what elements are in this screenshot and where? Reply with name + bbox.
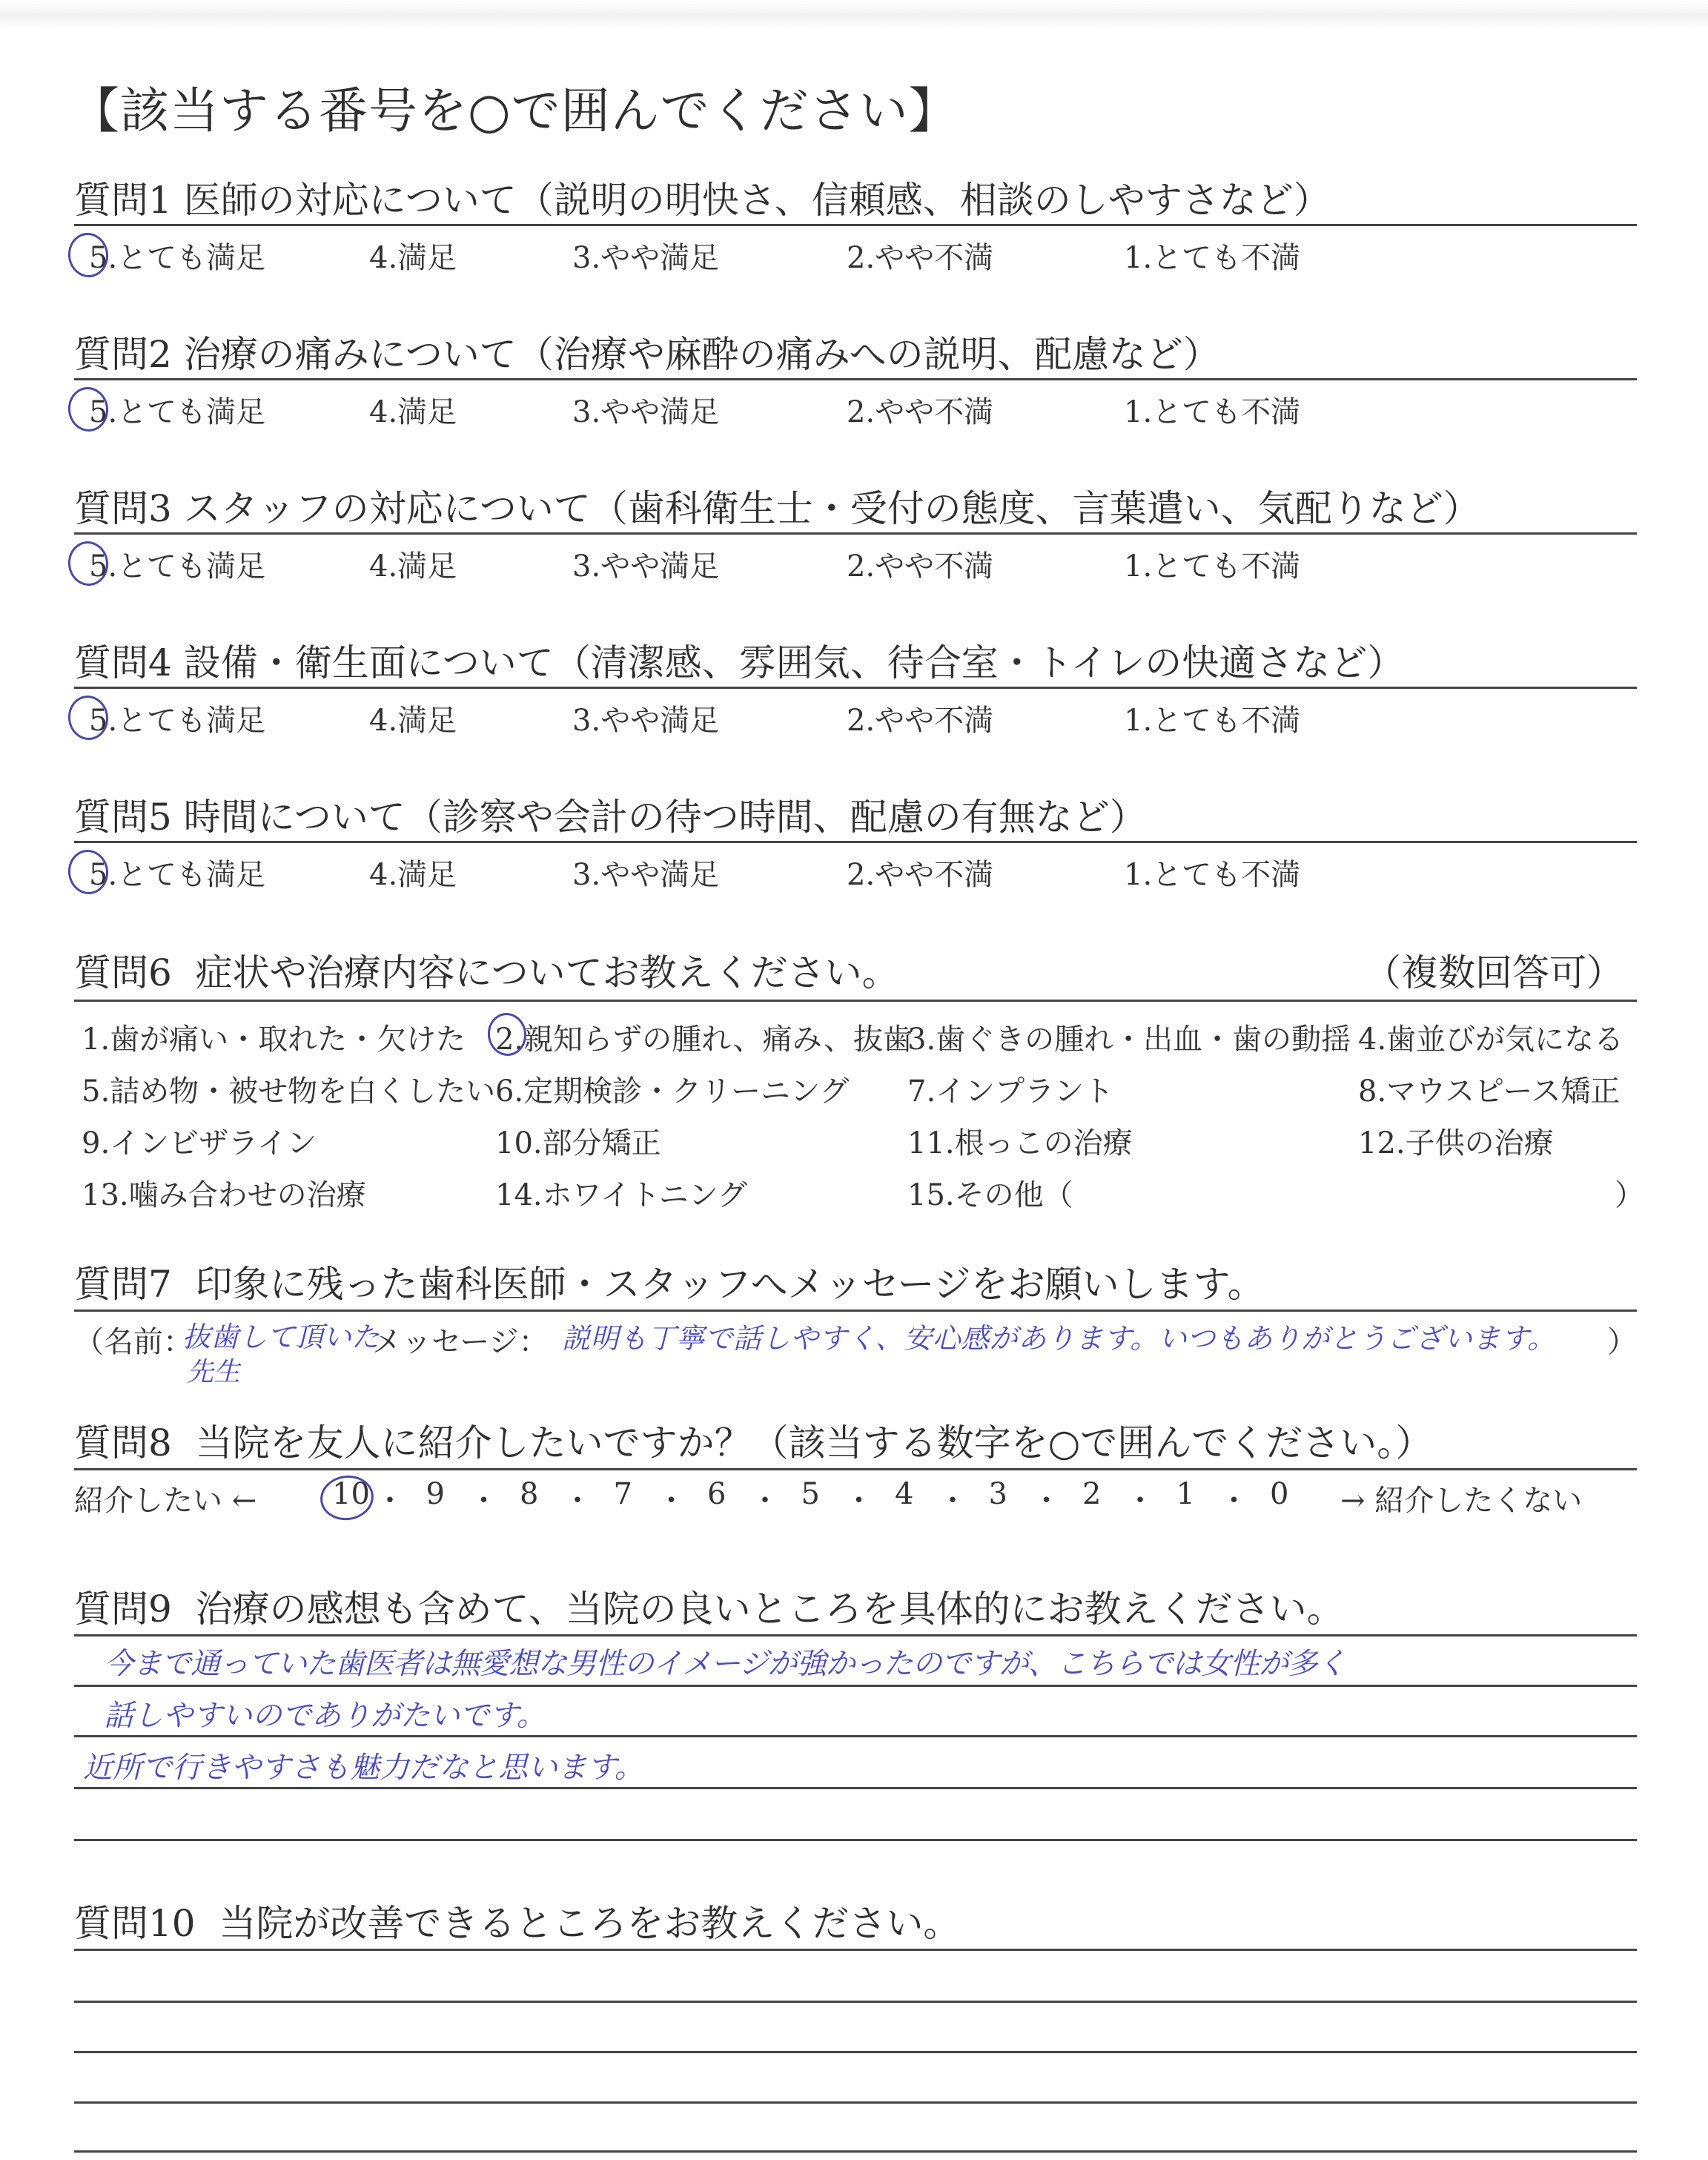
q1-option-4[interactable]: 4.満足 [369, 241, 457, 275]
q8-scale-separator: ・ [375, 1484, 405, 1518]
q3-rule [74, 532, 1637, 535]
q8-scale-2[interactable]: 2 [1082, 1477, 1102, 1511]
q8-scale-separator: ・ [656, 1484, 686, 1518]
q6-number: 質問6 [74, 951, 172, 994]
q7-message-label: メッセージ： [372, 1325, 549, 1359]
q10-rule-4 [74, 2150, 1637, 2153]
q7-rule [74, 1309, 1637, 1312]
q3-option-2[interactable]: 2.やや不満 [847, 549, 994, 584]
q9-text: 治療の感想も含めて、当院の良いところを具体的にお教えください。 [195, 1588, 1344, 1631]
q10-heading [74, 1894, 960, 1947]
q6-option-7[interactable]: 7.インプラント [907, 1074, 1114, 1109]
q4-heading [74, 633, 1404, 687]
q8-scale-8[interactable]: 8 [520, 1477, 539, 1511]
q8-scale-separator: ・ [844, 1484, 874, 1518]
q7-text: 印象に残った歯科医師・スタッフへメッセージをお願いします。 [195, 1263, 1265, 1306]
q6-rule [74, 1000, 1637, 1002]
q7-heading [74, 1255, 1265, 1308]
q6-option-14[interactable]: 14.ホワイトニング [495, 1178, 748, 1212]
q6-option-3[interactable]: 3.歯ぐきの腫れ・出血・歯の動揺 [907, 1023, 1351, 1057]
q2-text: 治療の痛みについて（治療や麻酔の痛みへの説明、配慮など） [183, 333, 1220, 376]
q4-option-5[interactable]: 5.とても満足 [89, 704, 266, 738]
q6-heading [74, 943, 899, 997]
q8-scale-separator: ・ [563, 1484, 592, 1518]
q2-rule [74, 378, 1637, 380]
q7-name-value: 抜歯して頂いた [182, 1321, 380, 1353]
q1-option-5[interactable]: 5.とても満足 [89, 241, 266, 275]
q3-option-5[interactable]: 5.とても満足 [89, 549, 266, 584]
q8-scale-4[interactable]: 4 [895, 1477, 914, 1511]
q2-option-1[interactable]: 1.とても不満 [1124, 395, 1301, 429]
q8-scale-0[interactable]: 0 [1270, 1477, 1289, 1511]
q8-left-label: 紹介したい ← [74, 1484, 257, 1518]
q8-scale-9[interactable]: 9 [426, 1477, 445, 1511]
q6-option-16: ） [1615, 1178, 1644, 1212]
q8-scale-1[interactable]: 1 [1176, 1477, 1195, 1511]
q3-text: スタッフの対応について（歯科衛生士・受付の態度、言葉遣い、気配りなど） [183, 487, 1480, 530]
q8-scale-3[interactable]: 3 [988, 1477, 1007, 1511]
q6-option-5[interactable]: 5.詰め物・被せ物を白くしたい [82, 1074, 496, 1109]
q2-number: 質問2 [74, 333, 172, 376]
q2-option-5[interactable]: 5.とても満足 [89, 395, 266, 429]
q4-rule [74, 687, 1637, 689]
q10-rule-0 [74, 1949, 1637, 1951]
q9-answer-line-2: 話しやすいのでありがたいです。 [104, 1699, 546, 1733]
q9-rule-1 [74, 1685, 1637, 1687]
q7-message-value: 説明も丁寧で話しやすく、安心感があります。いつもありがとうございます。 [562, 1322, 1556, 1355]
q5-option-4[interactable]: 4.満足 [369, 858, 457, 892]
q10-rule-3 [74, 2101, 1637, 2104]
q9-answer-line-3: 近所で行きやすさも魅力だなと思います。 [83, 1751, 644, 1785]
page-title: 【該当する番号を○で囲んでください】 [70, 82, 959, 139]
q7-close-paren: ） [1607, 1325, 1637, 1359]
q3-option-3[interactable]: 3.やや満足 [572, 549, 720, 584]
q4-option-3[interactable]: 3.やや満足 [572, 704, 720, 738]
q9-heading [74, 1579, 1344, 1633]
q1-text: 医師の対応について（説明の明快さ、信頼感、相談のしやすさなど） [183, 179, 1331, 222]
q1-heading [74, 171, 1331, 224]
q8-scale-separator: ・ [1219, 1484, 1249, 1518]
q1-option-3[interactable]: 3.やや満足 [572, 241, 720, 275]
q8-scale-separator: ・ [1125, 1484, 1155, 1518]
q2-heading [74, 325, 1220, 378]
q5-rule [74, 841, 1637, 843]
q2-option-3[interactable]: 3.やや満足 [572, 395, 720, 429]
q2-option-4[interactable]: 4.満足 [369, 395, 457, 429]
q8-text: 当院を友人に紹介したいですか？（該当する数字を○で囲んでください。） [195, 1421, 1433, 1464]
q2-option-2[interactable]: 2.やや不満 [847, 395, 994, 429]
q6-option-4[interactable]: 4.歯並びが気になる [1358, 1023, 1624, 1057]
q4-number: 質問4 [74, 641, 172, 684]
q8-number: 質問8 [74, 1421, 172, 1464]
q3-option-4[interactable]: 4.満足 [369, 549, 457, 584]
q8-scale-separator: ・ [938, 1484, 967, 1518]
q6-option-1[interactable]: 1.歯が痛い・取れた・欠けた [82, 1023, 466, 1057]
q1-option-1[interactable]: 1.とても不満 [1124, 241, 1301, 275]
q1-rule [74, 224, 1637, 226]
q3-heading [74, 479, 1480, 532]
q9-rule-0 [74, 1634, 1637, 1636]
q6-option-8[interactable]: 8.マウスピース矯正 [1358, 1074, 1621, 1109]
q8-scale-6[interactable]: 6 [707, 1477, 726, 1511]
q6-option-12[interactable]: 12.子供の治療 [1358, 1126, 1554, 1160]
q6-option-6[interactable]: 6.定期検診・クリーニング [495, 1074, 850, 1109]
q8-rule [74, 1468, 1637, 1470]
scan-top-shadow [0, 0, 1708, 30]
q6-text: 症状や治療内容についてお教えください。 [195, 951, 899, 994]
q6-option-11[interactable]: 11.根っこの治療 [907, 1126, 1133, 1160]
q5-text: 時間について（診察や会計の待つ時間、配慮の有無など） [183, 796, 1147, 839]
q1-number: 質問1 [74, 179, 172, 222]
q9-answer-line-1: 今まで通っていた歯医者は無愛想な男性のイメージが強かったのですが、こちらでは女性が多く [104, 1647, 1346, 1681]
q7-name-value-2: 先生 [187, 1357, 241, 1387]
q10-rule-1 [74, 2001, 1637, 2003]
q6-note: （複数回答可） [1364, 951, 1623, 994]
q5-option-2[interactable]: 2.やや不満 [847, 858, 994, 892]
q9-rule-4 [74, 1839, 1637, 1841]
q6-option-13[interactable]: 13.噛み合わせの治療 [82, 1178, 366, 1212]
q8-scale-5[interactable]: 5 [801, 1477, 820, 1511]
q8-scale-separator: ・ [469, 1484, 499, 1518]
q9-rule-3 [74, 1787, 1637, 1789]
q5-option-5[interactable]: 5.とても満足 [89, 858, 266, 892]
q7-name-label: （名前： [74, 1325, 193, 1359]
q8-scale-separator: ・ [750, 1484, 780, 1518]
q8-heading [74, 1413, 1432, 1467]
q8-scale-10[interactable]: 10 [332, 1477, 370, 1511]
q10-rule-2 [74, 2051, 1637, 2053]
q1-option-2[interactable]: 2.やや不満 [847, 241, 994, 275]
q10-number: 質問10 [74, 1902, 196, 1945]
q6-option-15[interactable]: 15.その他（ [907, 1178, 1073, 1212]
q3-option-1[interactable]: 1.とても不満 [1124, 549, 1301, 584]
q9-number: 質問9 [74, 1588, 172, 1631]
q6-option-10[interactable]: 10.部分矯正 [495, 1126, 661, 1160]
q4-option-4[interactable]: 4.満足 [369, 704, 457, 738]
q3-number: 質問3 [74, 487, 172, 530]
q6-option-9[interactable]: 9.インビザライン [82, 1126, 317, 1160]
q5-option-1[interactable]: 1.とても不満 [1124, 858, 1301, 892]
q5-option-3[interactable]: 3.やや満足 [572, 858, 720, 892]
q10-text: 当院が改善できるところをお教えください。 [219, 1902, 961, 1945]
q4-option-1[interactable]: 1.とても不満 [1124, 704, 1301, 738]
q4-option-2[interactable]: 2.やや不満 [847, 704, 994, 738]
q8-scale-7[interactable]: 7 [613, 1477, 632, 1511]
q8-right-label: → 紹介したくない [1340, 1484, 1583, 1518]
q5-number: 質問5 [74, 796, 172, 839]
q9-rule-2 [74, 1735, 1637, 1737]
q5-heading [74, 787, 1147, 841]
q4-text: 設備・衛生面について（清潔感、雰囲気、待合室・トイレの快適さなど） [183, 641, 1405, 684]
q7-number: 質問7 [74, 1263, 172, 1306]
q6-option-2[interactable]: 2.親知らずの腫れ、痛み、抜歯 [495, 1023, 913, 1057]
q8-scale-separator: ・ [1031, 1484, 1062, 1518]
